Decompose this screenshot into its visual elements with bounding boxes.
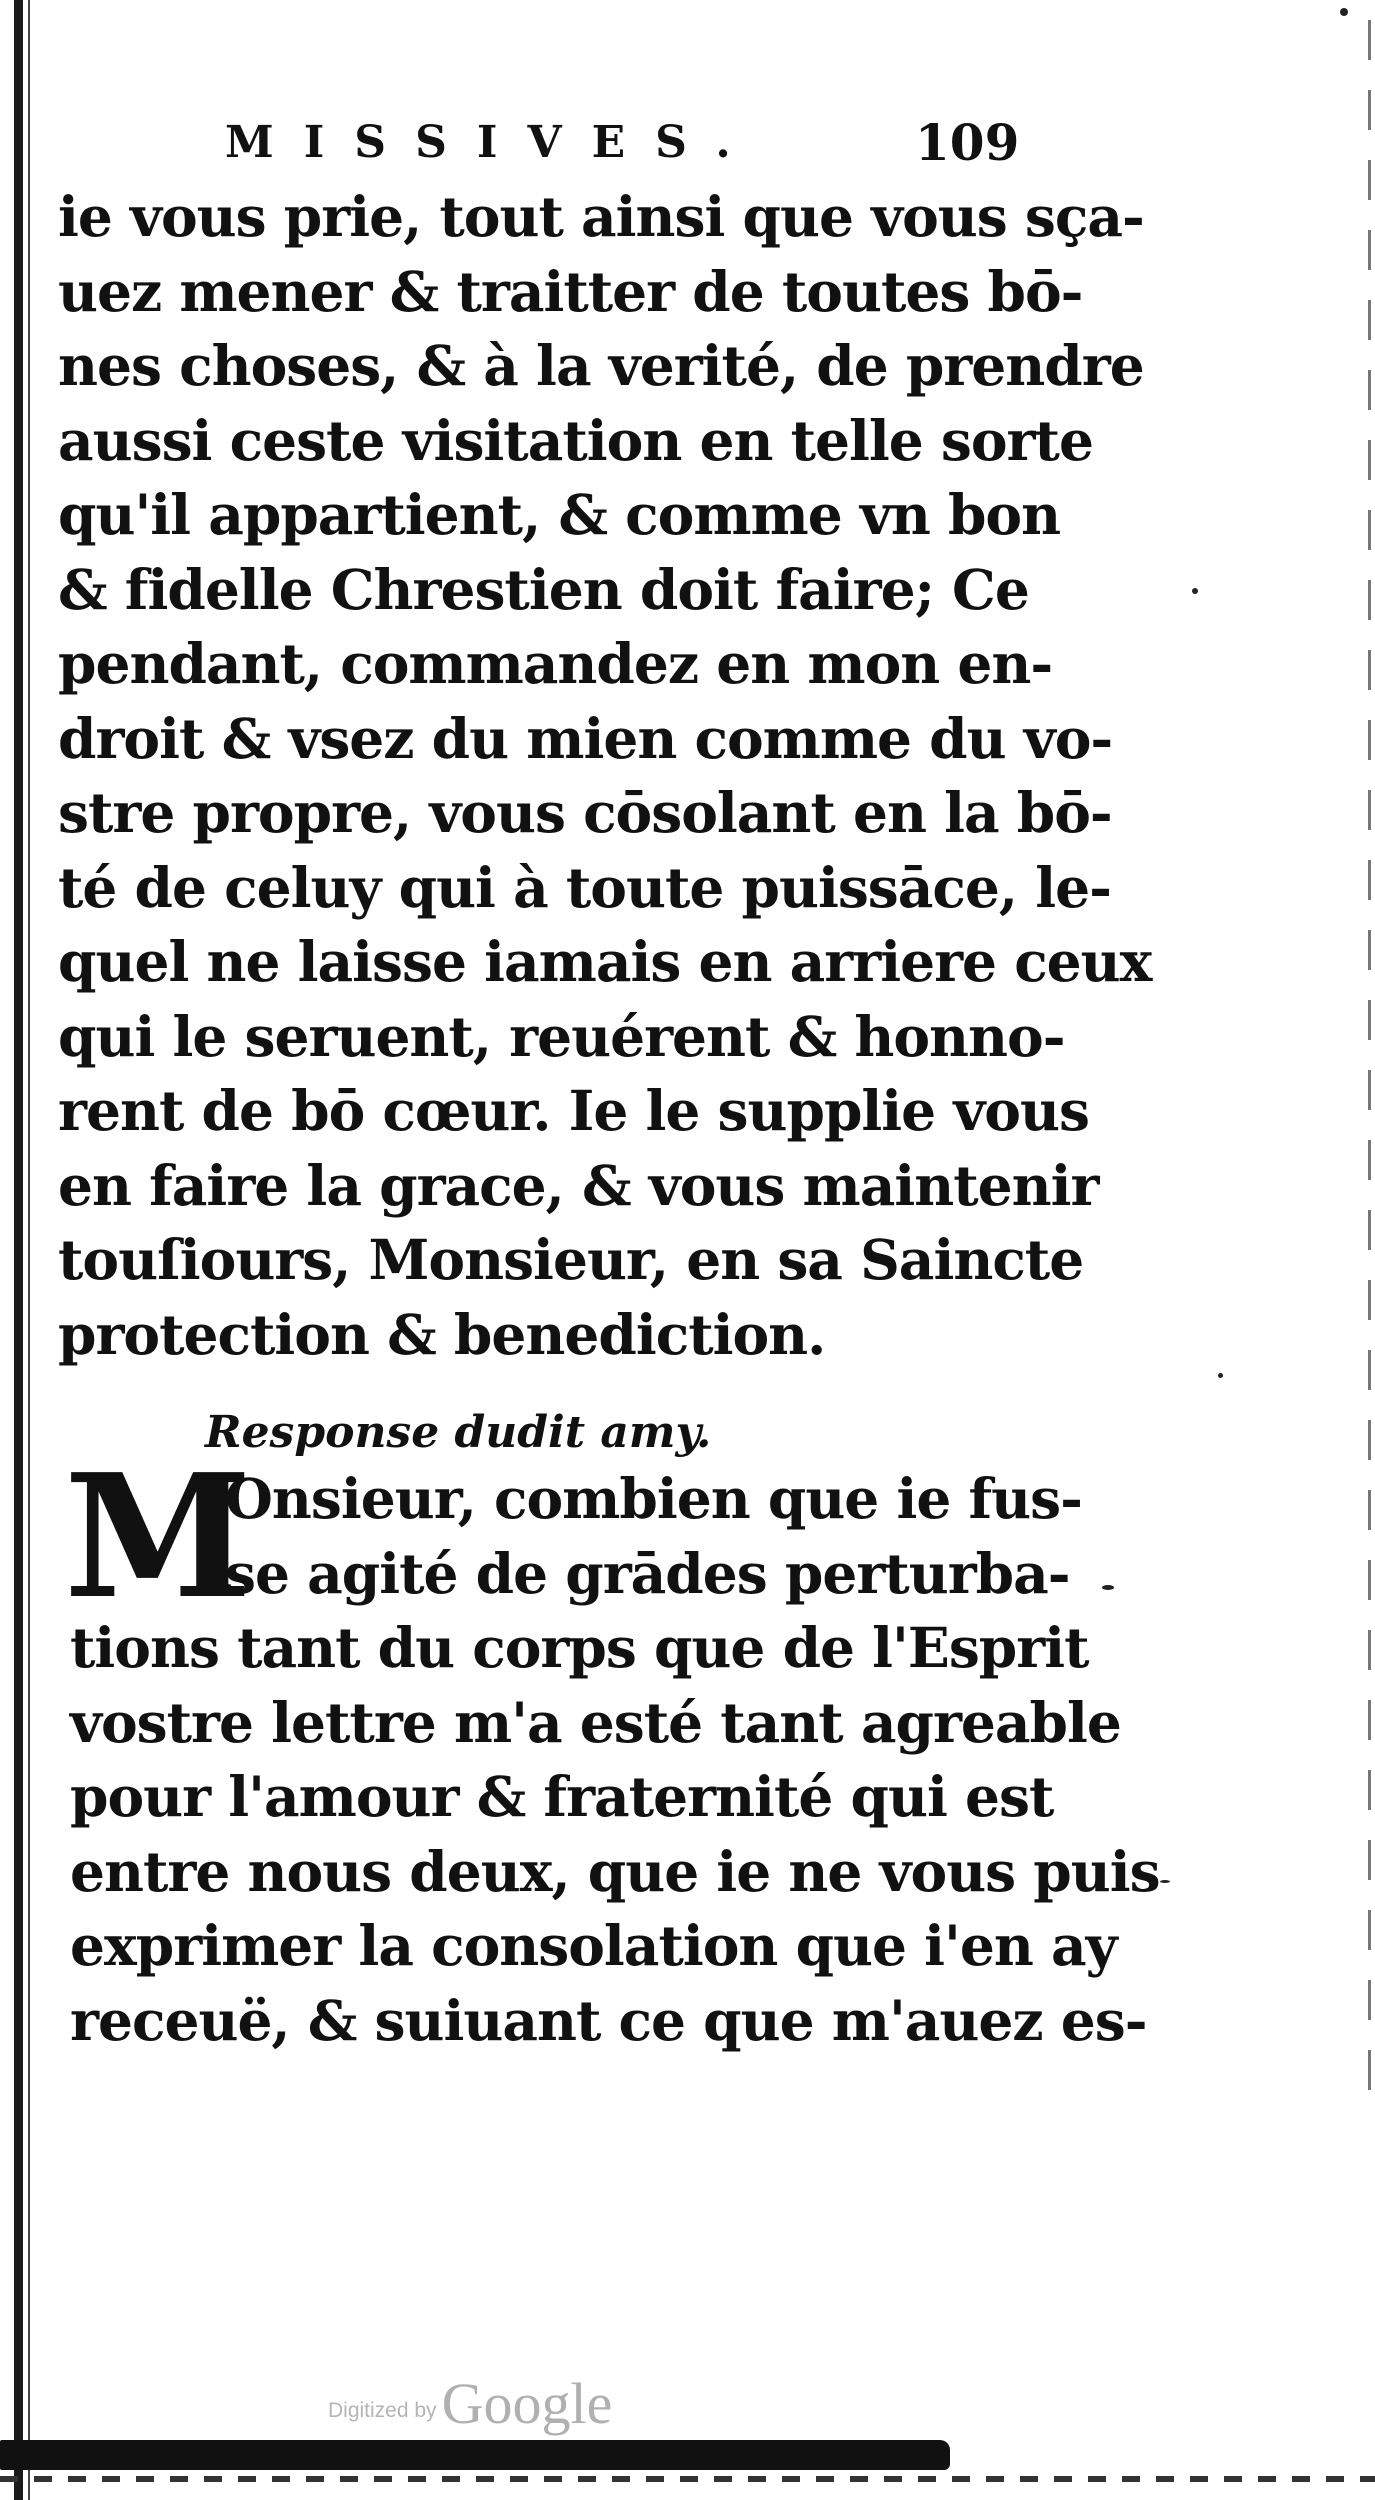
text-line: stre propre, vous cōsolant en la bō- (58, 780, 1112, 845)
page-number: 109 (915, 113, 1020, 172)
scan-speck (1102, 1585, 1114, 1590)
text-line: touſiours, Monsieur, en sa Saincte (58, 1227, 1084, 1292)
scan-speck (1218, 1373, 1223, 1378)
scan-speck (1340, 8, 1348, 16)
text-line: Onsieur, combien que ie fus- (225, 1466, 1082, 1531)
text-line: aussi ceste visitation en telle sorte (58, 407, 1093, 473)
text-line: tions tant du corps que de l'Esprit (70, 1615, 1089, 1680)
reply-text (70, 1462, 1160, 2058)
text-line: en faire la grace, & vous maintenir (58, 1152, 1099, 1218)
scan-speck (1160, 1880, 1170, 1883)
text-line: protection & benediction. (58, 1301, 826, 1367)
text-line: se agité de grādes perturba- (225, 1540, 1070, 1606)
page-edge-left (14, 0, 23, 2500)
page-bottom-edge (0, 2440, 950, 2470)
text-line: & fidelle Chrestien doit faire; Ce (58, 556, 1029, 622)
text-line: qui le seruent, reuérent & honno- (58, 1003, 1065, 1069)
text-line: exprimer la consolation que i'en ay (70, 1913, 1117, 1978)
page-edge-right (1368, 20, 1371, 2120)
text-line: receuë, & suiuant ce que m'auez es- (70, 1987, 1147, 2053)
text-line: pendant, commandez en mon en- (58, 631, 1053, 696)
reply-heading: Response dudit amy. (205, 1407, 712, 1458)
letter-text (58, 180, 1152, 1372)
text-line: entre nous deux, que ie ne vous puis (70, 1838, 1160, 1904)
watermark-prefix: Digitized by (328, 2399, 437, 2422)
page-bottom-edge-dashes (0, 2476, 1375, 2482)
page-edge-left-line (28, 0, 30, 2500)
text-line: droit & vsez du mien comme du vo- (58, 705, 1113, 771)
scan-speck (1192, 588, 1198, 594)
text-line: té de celuy qui à toute puissāce, le- (58, 854, 1111, 920)
drop-cap: M (64, 1437, 253, 1637)
text-line: uez mener & traitter de toutes bō- (58, 258, 1083, 324)
text-line: quel ne laisse iamais en arriere ceux (58, 929, 1152, 994)
text-line: rent de bō cœur. Ie le supplie vous (58, 1078, 1089, 1143)
text-line: vostre lettre m'a esté tant agreable (70, 1689, 1121, 1755)
running-head (225, 113, 1025, 173)
google-logo: Google (441, 2371, 613, 2436)
text-line: nes choses, & à la verité, de prendre (58, 333, 1144, 398)
text-line: ie vous prie, tout ainsi que vous sça- (58, 184, 1144, 249)
text-line: qu'il appartient, & comme vn bon (58, 482, 1061, 547)
digitized-watermark (328, 2370, 612, 2437)
text-line: pour l'amour & fraternité qui est (70, 1764, 1054, 1829)
running-head-title: MISSIVES. (225, 117, 761, 168)
